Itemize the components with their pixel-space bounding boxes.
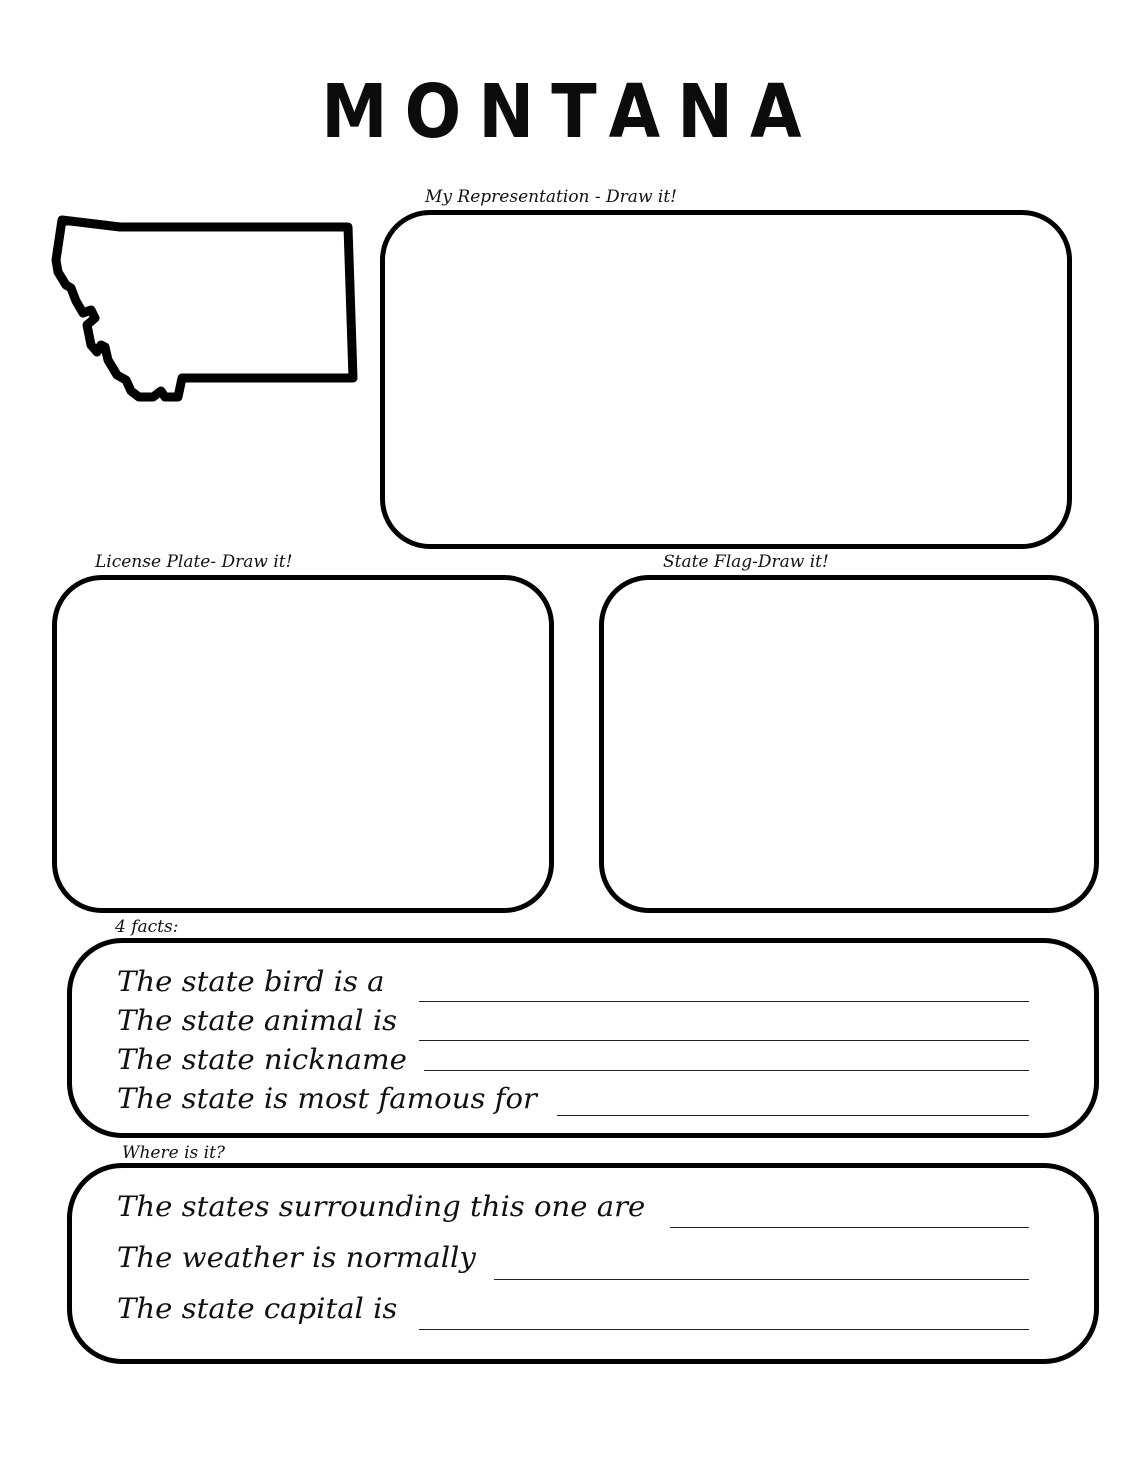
fact-answer-line[interactable]	[557, 1115, 1029, 1116]
fact-answer-line[interactable]	[419, 1001, 1029, 1002]
fact-prompt: The state animal is	[117, 1004, 398, 1037]
where-label: Where is it?	[122, 1143, 226, 1163]
where-answer-line[interactable]	[419, 1329, 1029, 1330]
where-prompt: The weather is normally	[117, 1241, 476, 1274]
where-prompt: The state capital is	[117, 1292, 398, 1325]
fact-prompt: The state nickname	[117, 1043, 407, 1076]
state-flag-drawing-box[interactable]	[599, 575, 1099, 913]
fact-row	[117, 965, 385, 999]
where-row	[117, 1292, 398, 1326]
fact-answer-line[interactable]	[419, 1040, 1029, 1041]
where-box	[67, 1163, 1099, 1364]
license-plate-label: License Plate- Draw it!	[95, 552, 293, 572]
fact-row	[117, 1082, 537, 1116]
fact-row	[117, 1004, 398, 1038]
where-answer-line[interactable]	[670, 1227, 1029, 1228]
where-row	[117, 1241, 476, 1275]
where-row	[117, 1190, 646, 1224]
fact-row	[117, 1043, 407, 1077]
fact-prompt: The state bird is a	[117, 965, 385, 998]
fact-answer-line[interactable]	[424, 1070, 1029, 1071]
montana-outline-icon	[45, 205, 370, 410]
representation-drawing-box[interactable]	[380, 210, 1072, 549]
where-answer-line[interactable]	[494, 1279, 1029, 1280]
page-title: MONTANA	[321, 69, 819, 155]
facts-box	[67, 938, 1099, 1138]
state-flag-label: State Flag-Draw it!	[663, 552, 829, 572]
facts-label: 4 facts:	[115, 917, 179, 937]
where-prompt: The states surrounding this one are	[117, 1190, 646, 1223]
license-plate-drawing-box[interactable]	[52, 575, 554, 913]
fact-prompt: The state is most famous for	[117, 1082, 537, 1115]
representation-label: My Representation - Draw it!	[425, 187, 677, 207]
